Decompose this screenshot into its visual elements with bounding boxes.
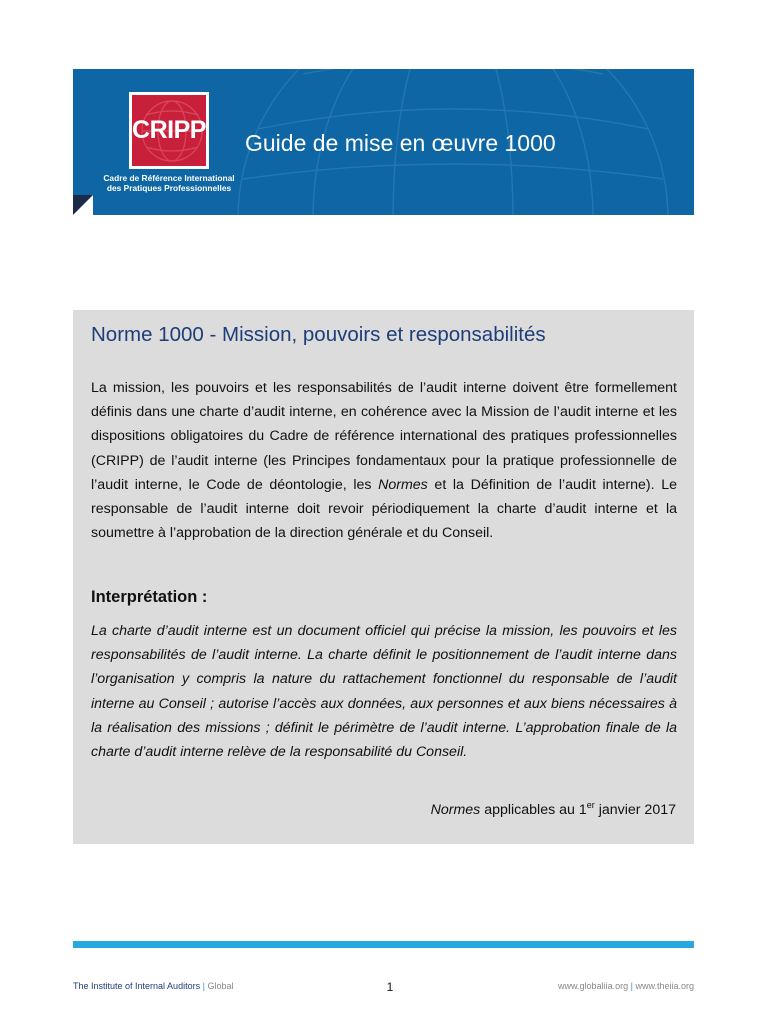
cripp-logo [129,92,209,169]
footer-separator: | [202,981,205,991]
logo-caption-line2: des Pratiques Professionnelles [106,183,232,193]
footer-links [480,981,694,991]
logo-caption [94,173,244,193]
footer-link-globaliia[interactable]: www.globaliia.org [558,981,629,991]
applicable-date [300,802,676,818]
footer-link-separator: | [630,981,633,991]
norme-paragraph-part1: La mission, les pouvoirs et les responsabilités de l’audit interne doivent être formellement définis dans une charte d’audit interne, en cohérence avec la Mission de l’audit interne et les dispositions obligatoires du Cadre de référence international des pratiques professionnelles (CRIPP) de l’audit interne (les Principes fondamentaux pour la pratique professionnelle de l’audit interne, le Code de déontologie, les [91,380,677,493]
norme-title: Norme 1000 - Mission, pouvoirs et responsabilités [91,323,546,346]
logo-text: CRIPP [132,116,206,144]
page-number: 1 [386,980,394,994]
norme-paragraph [91,376,677,545]
applicable-text-end: janvier 2017 [594,802,676,818]
interpretation-heading: Interprétation : [91,588,208,606]
footer-divider [73,941,694,948]
footer-org [73,981,233,991]
normes-italic: Normes [378,476,428,493]
applicable-normes-italic: Normes [430,802,481,818]
footer-org-name: The Institute of Internal Auditors [73,981,201,991]
logo-background [132,95,206,166]
footer-region: Global [207,981,234,991]
footer-link-theiia[interactable]: www.theiia.org [635,981,694,991]
corner-fold-light [73,195,93,215]
applicable-text: applicables au 1 [480,802,587,818]
norme-paragraph-part2: et la Définition de l’audit interne). Le responsable de l’audit interne doit revoir périodiquement la charte d’audit interne et la soumettre à l’approbation de la direction générale et du Conseil. [91,476,678,542]
guide-title: Guide de mise en œuvre 1000 [245,130,556,156]
interpretation-text: La charte d’audit interne est un document officiel qui précise la mission, les pouvoirs et les responsabilités de l’audit interne. La charte définit le positionnement de l’audit interne dans l’organisation y compris la nature du rattachement fonctionnel du responsable de l’audit interne au Conseil ; autorise l’accès aux données, aux personnes et aux biens nécessaires à la réalisation des missions ; définit le périmètre de l’audit interne. L’approbation finale de la charte d’audit interne relève de la responsabilité du Conseil. [91,623,677,761]
applicable-sup: er [586,800,595,810]
logo-caption-line1: Cadre de Référence International [103,173,235,183]
